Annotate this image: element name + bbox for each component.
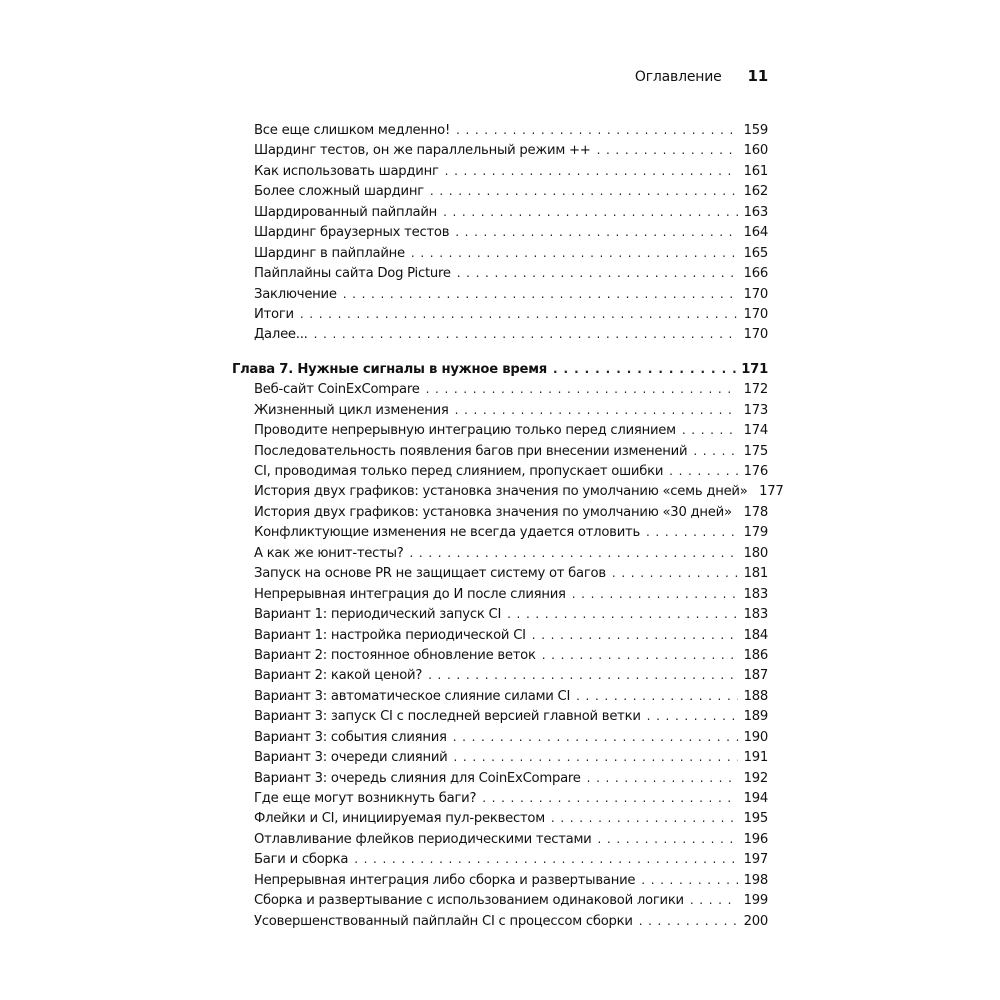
chapter-gap (232, 345, 768, 359)
toc-entry (232, 120, 768, 140)
toc-entry-page: 179 (743, 525, 768, 541)
toc-entry (232, 543, 768, 563)
toc-entry (232, 604, 768, 624)
toc-entry (232, 890, 768, 910)
toc-entry (232, 324, 768, 344)
toc-entry (232, 379, 768, 399)
toc-entry-page: 197 (743, 852, 768, 868)
toc-entry-page: 173 (743, 402, 768, 418)
toc-entry-page: 161 (743, 163, 768, 179)
toc-dot-leader (456, 120, 738, 140)
toc-entry-page: 165 (743, 245, 768, 261)
toc-dot-leader (411, 243, 738, 263)
toc-entry-page: 183 (743, 607, 768, 623)
toc-entry-title: Вариант 3: очереди слияний (254, 750, 448, 766)
toc-entry-page: 170 (743, 286, 768, 302)
toc-entry-page: 160 (743, 143, 768, 159)
toc-entry-page: 176 (743, 464, 768, 479)
toc-dot-leader (455, 222, 738, 242)
toc-dot-leader (430, 181, 738, 201)
toc-chapter-page: 171 (741, 361, 768, 377)
toc-entry-title: Итоги (254, 306, 294, 322)
toc-entry (232, 665, 768, 685)
toc-entry-title: Далее... (254, 327, 308, 343)
toc-entry-title: Усовершенствованный пайплайн CI с процессом сборки (254, 913, 633, 929)
toc-entry-page: 163 (743, 204, 768, 220)
toc-entry-title: Отлавливание флейков периодическими тестами (254, 831, 592, 847)
toc-dot-leader (300, 304, 738, 324)
toc-entry-title: Вариант 2: какой ценой? (254, 668, 423, 684)
toc-entry-title: Все еще слишком медленно! (254, 123, 451, 138)
toc-entry-page: 187 (743, 668, 768, 684)
toc-entry-page: 172 (743, 382, 768, 398)
toc-dot-leader (598, 829, 739, 849)
toc-entry (232, 849, 768, 869)
toc-entry (232, 706, 768, 726)
toc-entry-page: 184 (743, 627, 768, 643)
toc-section-list-before (232, 120, 768, 345)
toc-entry-page: 188 (743, 688, 768, 704)
toc-entry-page: 194 (743, 791, 768, 806)
running-header (635, 67, 768, 91)
toc-dot-leader (482, 788, 738, 808)
toc-entry-title: Где еще могут возникнуть баги? (254, 791, 477, 806)
toc-entry-title: Жизненный цикл изменения (254, 402, 449, 418)
toc-dot-leader (639, 911, 738, 931)
toc-chapter-title: Глава 7. Нужные сигналы в нужное время (232, 361, 547, 377)
toc-entry-page: 174 (743, 423, 768, 439)
toc-entry (232, 140, 768, 160)
toc-entry-title: Последовательность появления багов при внесении изменений (254, 443, 688, 459)
toc-entry-title: Шардинг в пайплайне (254, 245, 405, 261)
toc-dot-leader (445, 161, 738, 181)
toc-entry-page: 198 (743, 872, 768, 888)
toc-entry (232, 870, 768, 890)
toc-entry (232, 808, 768, 828)
toc-entry (232, 788, 768, 808)
toc-entry-title: Шардинг браузерных тестов (254, 225, 450, 241)
toc-chapter-entry (232, 359, 768, 379)
toc-entry (232, 400, 768, 420)
toc-dot-leader (343, 284, 738, 304)
toc-entry (232, 481, 784, 501)
toc-entry-page: 181 (743, 566, 768, 582)
toc-dot-leader (409, 543, 738, 563)
toc-entry-title: Запуск на основе PR не защищает систему от багов (254, 566, 606, 582)
toc-entry-title: Вариант 1: настройка периодической CI (254, 627, 526, 643)
toc-dot-leader (647, 706, 738, 726)
toc-entry-page: 200 (743, 913, 768, 929)
toc-entry (232, 304, 768, 324)
toc-dot-leader (542, 645, 738, 665)
toc-dot-leader (426, 379, 738, 399)
toc-entry (232, 563, 768, 583)
toc-entry-page: 189 (743, 709, 768, 725)
table-of-contents (232, 120, 784, 931)
toc-dot-leader (453, 747, 738, 767)
toc-dot-leader (669, 461, 738, 481)
toc-entry-title: Сборка и развертывание с использованием одинаковой логики (254, 893, 684, 909)
toc-entry (232, 911, 768, 931)
toc-entry-title: Проводите непрерывную интеграцию только перед слиянием (254, 423, 676, 439)
toc-entry-page: 192 (743, 770, 768, 786)
toc-dot-leader (576, 686, 738, 706)
toc-entry-title: А как же юнит-тесты? (254, 545, 404, 561)
toc-entry (232, 263, 768, 283)
toc-dot-leader (597, 140, 738, 160)
toc-dot-leader (507, 604, 738, 624)
toc-entry (232, 829, 768, 849)
toc-entry (232, 727, 768, 747)
toc-entry (232, 420, 768, 440)
toc-entry (232, 584, 768, 604)
toc-entry-page: 199 (743, 893, 768, 909)
toc-entry-page: 177 (759, 484, 784, 500)
toc-dot-leader (314, 324, 738, 344)
toc-entry-page: 195 (743, 811, 768, 827)
toc-entry-page: 170 (743, 306, 768, 322)
toc-entry-page: 170 (743, 327, 768, 343)
toc-entry-title: Шардированный пайплайн (254, 204, 438, 220)
toc-entry (232, 522, 768, 542)
toc-entry-page: 183 (743, 586, 768, 602)
toc-dot-leader (457, 263, 738, 283)
toc-entry (232, 686, 768, 706)
toc-entry-title: Баги и сборка (254, 852, 349, 868)
toc-entry-title: Заключение (254, 286, 337, 302)
toc-entry (232, 747, 768, 767)
toc-entry (232, 222, 768, 242)
toc-dot-leader (354, 849, 738, 869)
toc-entry (232, 181, 768, 201)
toc-entry (232, 161, 768, 181)
toc-entry-page: 162 (743, 184, 768, 200)
toc-entry-page: 180 (743, 545, 768, 561)
toc-dot-leader (693, 441, 738, 461)
toc-entry-title: Более сложный шардинг (254, 184, 424, 200)
toc-dot-leader (587, 768, 738, 788)
toc-dot-leader (572, 584, 738, 604)
toc-dot-leader (553, 359, 737, 379)
toc-dot-leader (443, 202, 738, 222)
toc-entry-title: Вариант 2: постоянное обновление веток (254, 647, 536, 663)
toc-entry (232, 625, 768, 645)
toc-entry (232, 441, 768, 461)
toc-entry-title: Вариант 3: запуск CI с последней версией главной ветки (254, 709, 641, 725)
toc-entry-page: 196 (743, 831, 768, 847)
toc-entry-page: 164 (743, 225, 768, 241)
toc-entry-title: История двух графиков: установка значения по умолчанию «семь дней» (254, 484, 748, 500)
toc-dot-leader (551, 808, 738, 828)
toc-entry (232, 243, 768, 263)
toc-dot-leader (682, 420, 738, 440)
toc-entry (232, 502, 768, 522)
toc-dot-leader (646, 522, 738, 542)
toc-entry-title: Вариант 1: периодический запуск CI (254, 607, 502, 623)
toc-entry-title: История двух графиков: установка значения по умолчанию «30 дней» (254, 504, 732, 520)
toc-entry (232, 768, 768, 788)
toc-entry-page: 166 (743, 266, 768, 282)
toc-entry (232, 645, 768, 665)
toc-entry (232, 202, 768, 222)
toc-entry-title: CI, проводимая только перед слиянием, пропускает ошибки (254, 464, 664, 479)
toc-entry-title: Вариант 3: автоматическое слияние силами CI (254, 688, 571, 704)
running-header-page-number: 11 (747, 67, 768, 85)
toc-entry-page: 159 (743, 123, 768, 138)
toc-entry-title: Флейки и CI, инициируемая пул-реквестом (254, 811, 545, 827)
toc-dot-leader (641, 870, 738, 890)
toc-dot-leader (455, 400, 738, 420)
toc-entry-page: 175 (743, 443, 768, 459)
toc-entry-title: Веб-сайт CoinExCompare (254, 382, 420, 398)
toc-entry-title: Как использовать шардинг (254, 163, 439, 179)
toc-entry-title: Шардинг тестов, он же параллельный режим ++ (254, 143, 591, 159)
toc-section-list-after (232, 379, 784, 931)
toc-dot-leader (690, 890, 738, 910)
toc-entry-page: 191 (743, 750, 768, 766)
toc-dot-leader (428, 665, 738, 685)
toc-entry-page: 178 (743, 504, 768, 520)
toc-dot-leader (532, 625, 738, 645)
toc-entry-title: Вариант 3: очередь слияния для CoinExCompare (254, 770, 581, 786)
toc-entry-title: Конфликтующие изменения не всегда удается отловить (254, 525, 640, 541)
toc-entry-title: Вариант 3: события слияния (254, 729, 447, 745)
toc-entry (232, 284, 768, 304)
toc-dot-leader (612, 563, 738, 583)
toc-entry-page: 186 (743, 647, 768, 663)
toc-dot-leader (453, 727, 738, 747)
running-header-title: Оглавление (634, 69, 722, 85)
toc-entry-title: Пайплайны сайта Dog Picture (254, 266, 451, 282)
toc-entry-title: Непрерывная интеграция либо сборка и развертывание (254, 872, 636, 888)
toc-entry (232, 461, 768, 481)
toc-entry-title: Непрерывная интеграция до И после слияния (254, 586, 566, 602)
toc-entry-page: 190 (743, 729, 768, 745)
